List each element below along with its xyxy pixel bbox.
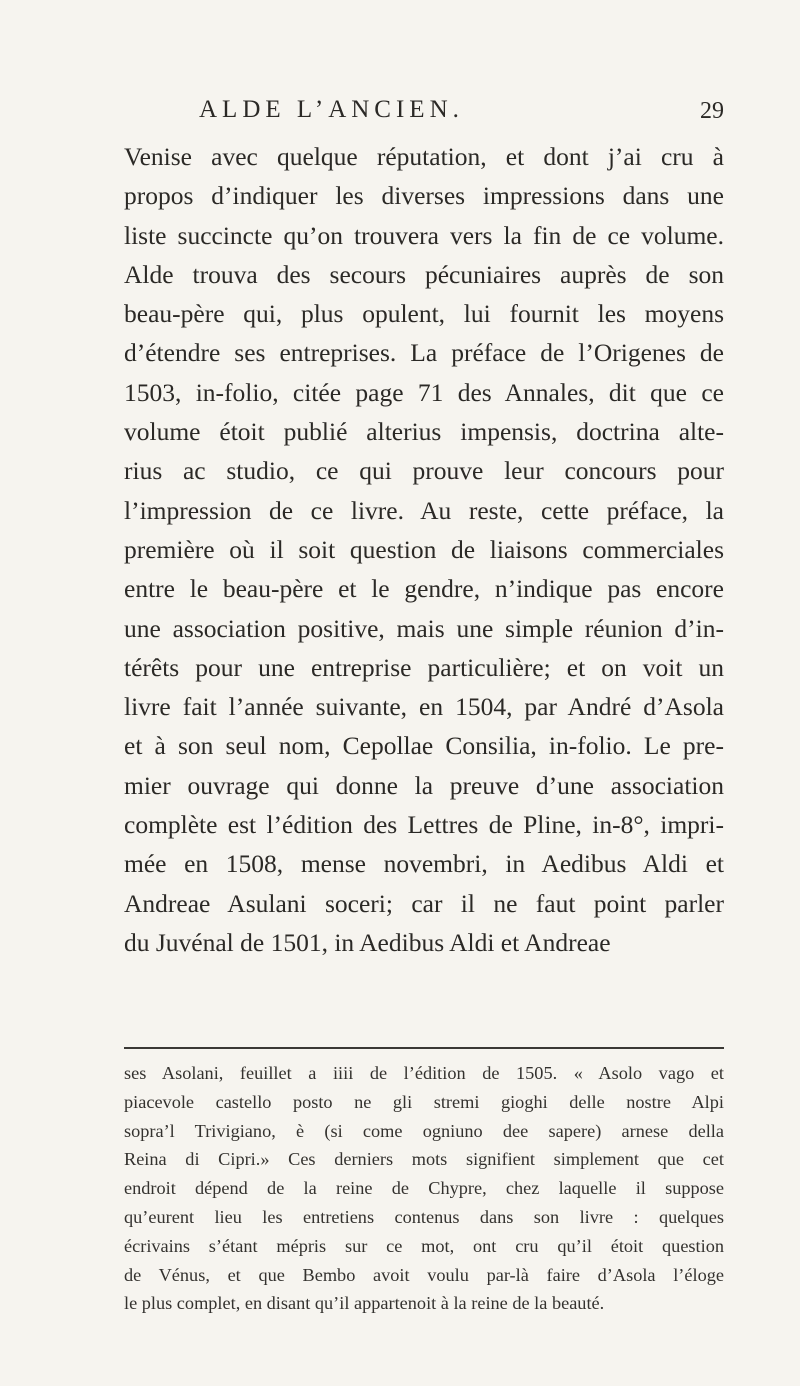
running-head (124, 96, 724, 136)
body-line: térêts pour une entreprise particulière; et on voit un (124, 652, 724, 682)
page-number: 29 (700, 98, 724, 124)
body-text (124, 137, 724, 962)
footnote-line: le plus complet, en disant qu’il appartenoit à la reine de la beauté. (124, 1293, 605, 1314)
footnote-line: Reina di Cipri.» Ces derniers mots signifient simplement que cet (124, 1149, 724, 1170)
body-line: entre le beau-père et le gendre, n’indique pas encore (124, 574, 724, 604)
footnote (124, 1059, 724, 1318)
body-line: Alde trouva des secours pécuniaires auprès de son (124, 259, 724, 289)
body-line: et à son seul nom, Cepollae Consilia, in-folio. Le pre- (124, 731, 724, 761)
footnote-line: qu’eurent lieu les entretiens contenus dans son livre : quelques (124, 1206, 724, 1227)
body-line: liste succincte qu’on trouvera vers la fin de ce volume. (124, 220, 724, 250)
body-line: l’impression de ce livre. Au reste, cette préface, la (124, 495, 724, 525)
body-line: rius ac studio, ce qui prouve leur concours pour (124, 456, 724, 486)
footnote-line: écrivains s’étant mépris sur ce mot, ont cru qu’il étoit question (124, 1235, 724, 1256)
body-line: une association positive, mais une simple réunion d’in- (124, 613, 724, 643)
footnote-line: de Vénus, et que Bembo avoit voulu par-là faire d’Asola l’éloge (124, 1264, 724, 1285)
body-line: livre fait l’année suivante, en 1504, par André d’Asola (124, 692, 724, 722)
footnote-divider (124, 1047, 724, 1049)
body-line: Andreae Asulani soceri; car il ne faut point parler (124, 888, 724, 918)
footnote-line: sopra’l Trivigiano, è (si come ogniuno dee sapere) arnese della (124, 1120, 724, 1141)
body-line: mier ouvrage qui donne la preuve d’une association (124, 770, 724, 800)
body-line: propos d’indiquer les diverses impressions dans une (124, 181, 724, 211)
body-line: Venise avec quelque réputation, et dont j’ai cru à (124, 142, 724, 171)
body-line: d’étendre ses entreprises. La préface de l’Origenes de (124, 338, 724, 368)
footnote-line: endroit dépend de la reine de Chypre, chez laquelle il suppose (124, 1178, 724, 1199)
body-line: mée en 1508, mense novembri, in Aedibus Aldi et (124, 849, 724, 879)
body-line: beau-père qui, plus opulent, lui fournit les moyens (124, 299, 724, 329)
body-line: complète est l’édition des Lettres de Pline, in-8°, impri- (124, 810, 724, 840)
running-title: ALDE L’ANCIEN. (199, 96, 464, 123)
footnote-line: piacevole castello posto ne gli stremi gioghi delle nostre Alpi (124, 1091, 724, 1112)
body-line: première où il soit question de liaisons commerciales (124, 534, 724, 564)
body-line: 1503, in-folio, citée page 71 des Annales, dit que ce (124, 377, 724, 407)
body-line: volume étoit publié alterius impensis, doctrina alte- (124, 417, 724, 447)
body-line: du Juvénal de 1501, in Aedibus Aldi et Andreae (124, 927, 611, 957)
footnote-line: ses Asolani, feuillet a iiii de l’édition de 1505. « Asolo vago et (124, 1063, 724, 1083)
